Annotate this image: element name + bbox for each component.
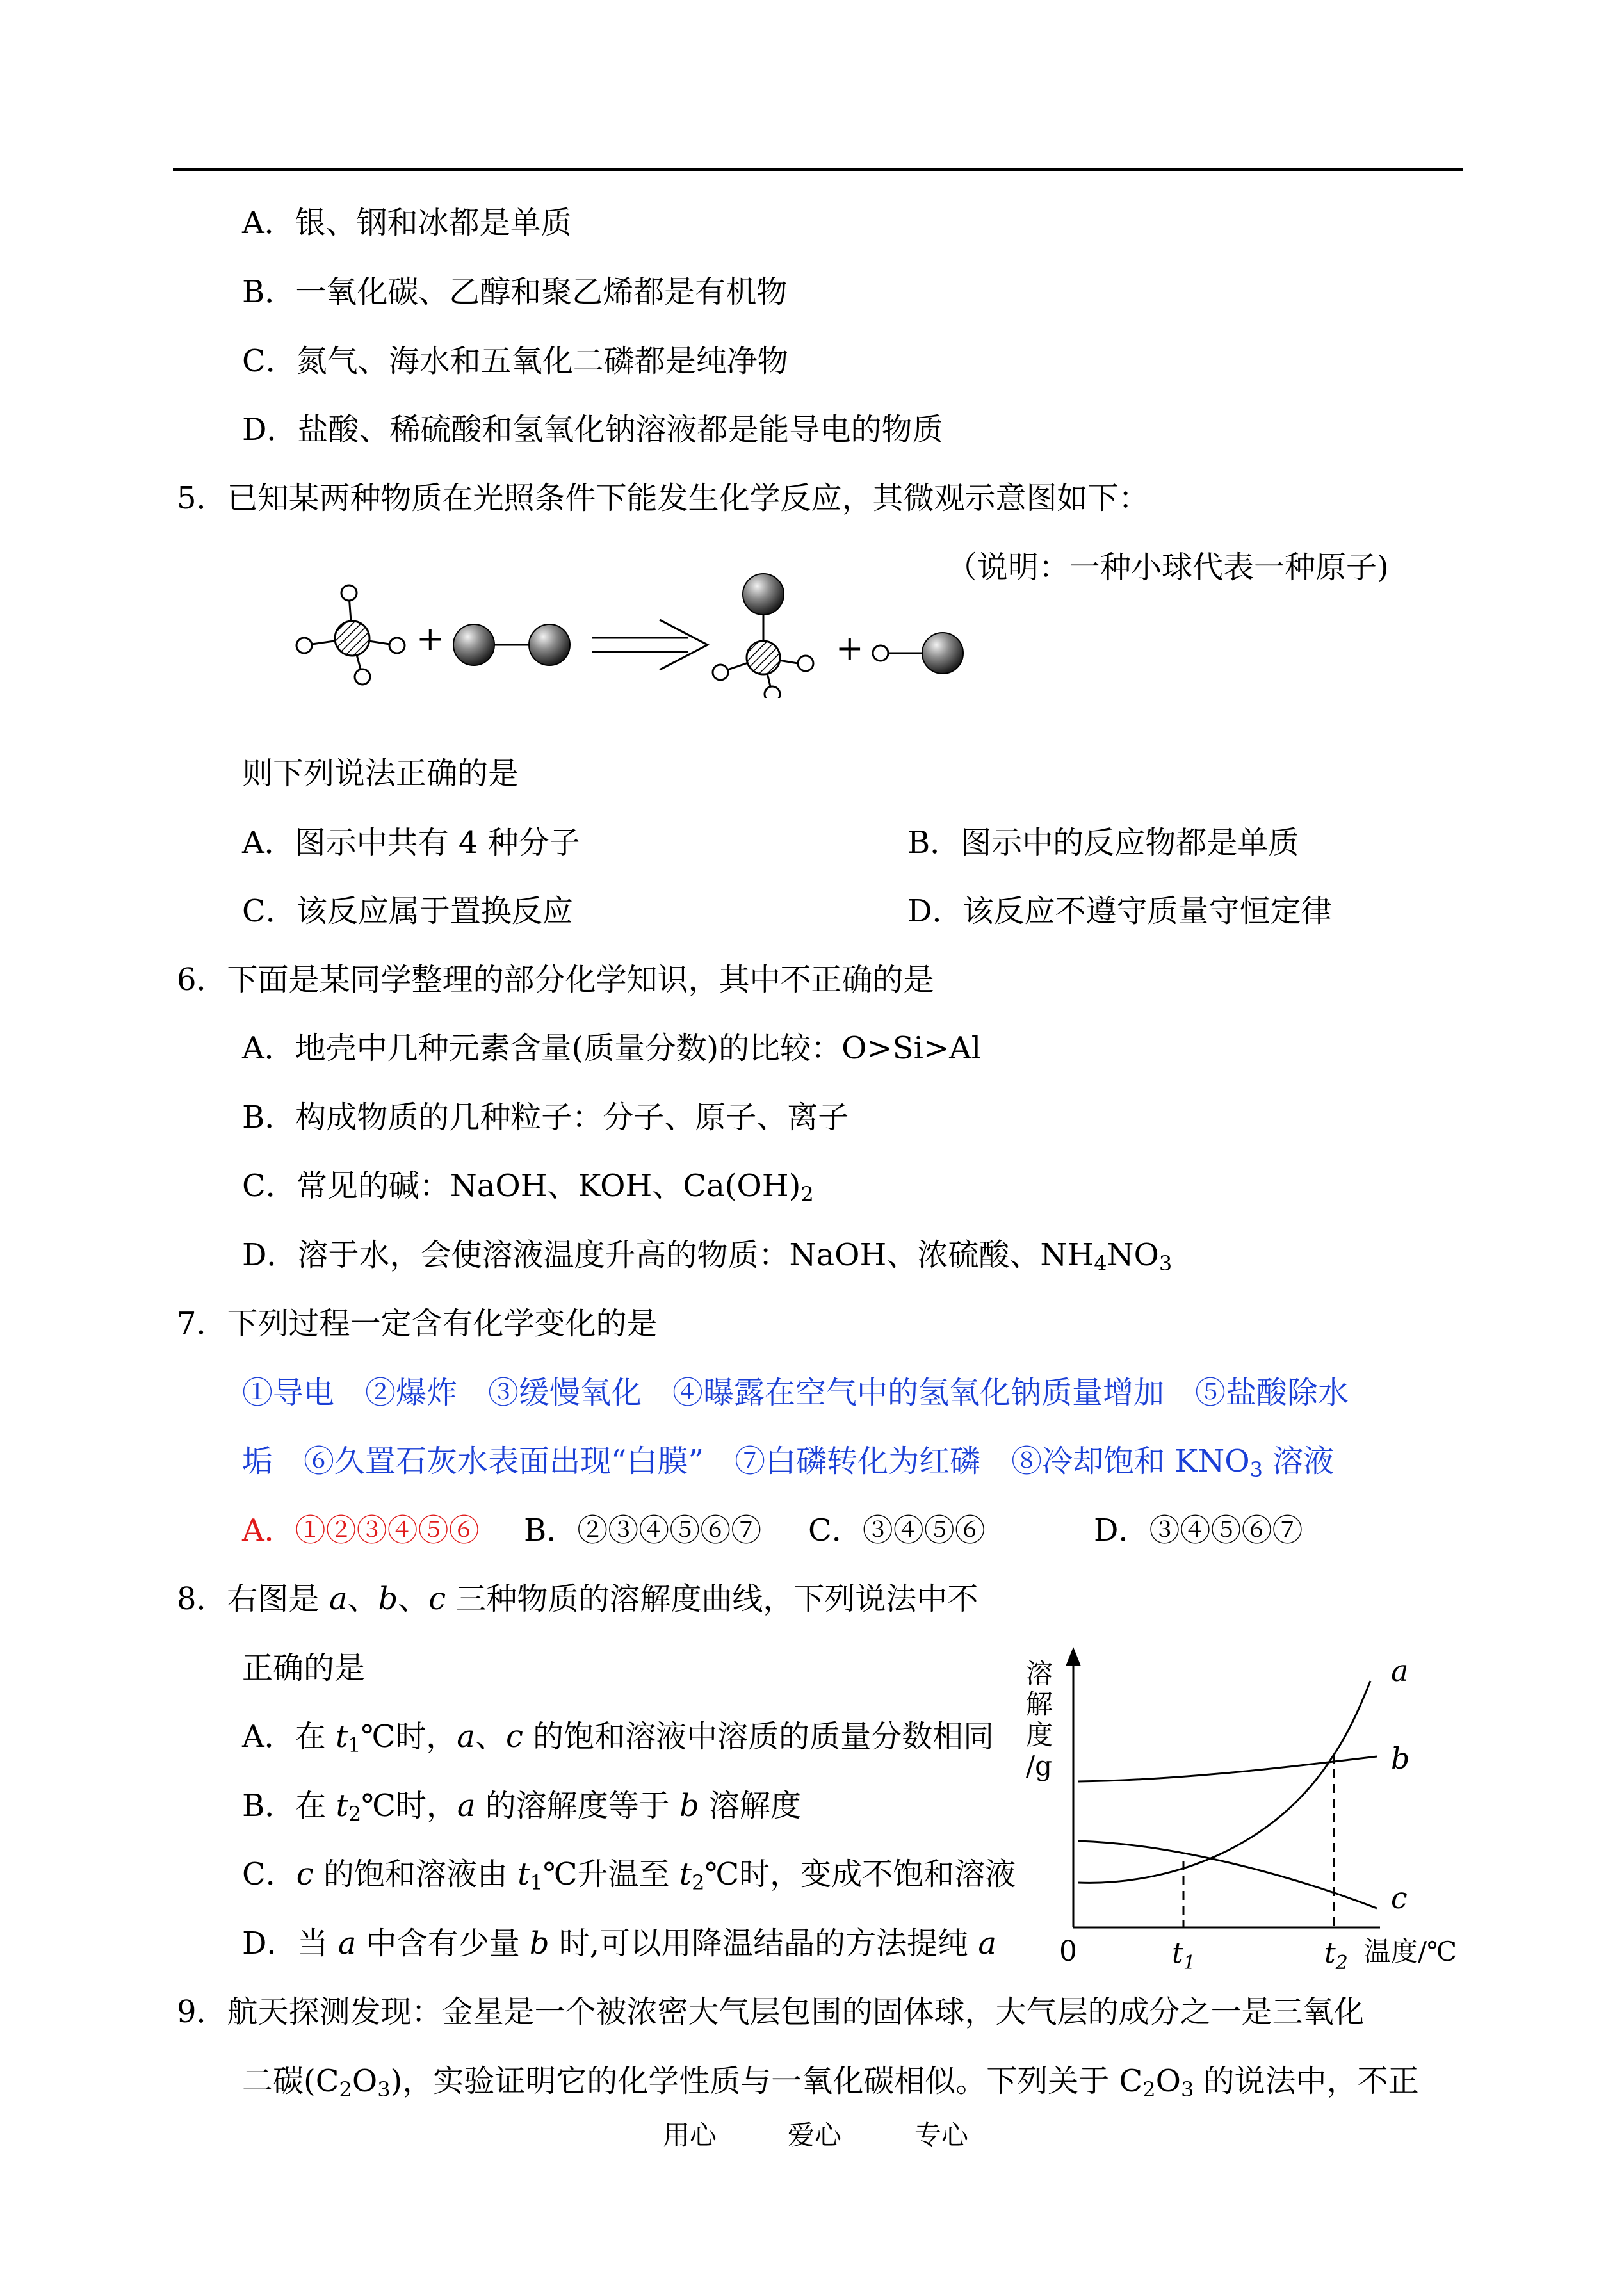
series-label-b: b [1391, 1741, 1410, 1776]
q4-option-b: B．一氧化碳、乙醇和聚乙烯都是有机物 [242, 274, 788, 310]
y-label-2: 解 [1026, 1689, 1053, 1720]
q7-option-d: D．③④⑤⑥⑦ [1094, 1512, 1303, 1548]
q4-option-a: A．银、钢和冰都是单质 [242, 205, 572, 241]
x-tick-t1: $t_1$ [1172, 1937, 1196, 1974]
q7-stem: 7．下列过程一定含有化学变化的是 [177, 1306, 658, 1342]
plus-sign-2: + [836, 629, 864, 668]
molecule-product-1 [713, 574, 813, 698]
series-label-a: a [1391, 1653, 1409, 1688]
header-rule [173, 168, 1463, 171]
q8-option-c: C．c 的饱和溶液由 $t_1℃$升温至 $t_2℃$时，变成不饱和溶液 [242, 1856, 1016, 1895]
curve-a [1078, 1681, 1370, 1883]
q8-option-b: B．在 $t_2℃$时，a 的溶解度等于 b 溶解度 [242, 1788, 802, 1826]
q4-option-d: D．盐酸、稀硫酸和氢氧化钠溶液都是能导电的物质 [242, 412, 943, 448]
q6-option-a: A．地壳中几种元素含量(质量分数)的比较：O>Si>Al [242, 1030, 982, 1066]
q5-option-a: A．图示中共有 4 种分子 [242, 825, 580, 861]
q9-line-2: 二碳$(C_2O_3)$，实验证明它的化学性质与一氧化碳相似。下列关于 $C_2O_3$ 的说法中，不正 [242, 2063, 1419, 2102]
series-label-c: c [1391, 1881, 1408, 1915]
q5-option-d: D．该反应不遵守质量守恒定律 [907, 893, 1332, 929]
q6-option-d: D．溶于水，会使溶液温度升高的物质：NaOH、浓硫酸、$NH_4NO_3$ [242, 1237, 1173, 1276]
q7-item-line-2: 垢 ⑥久置石灰水表面出现“白膜” ⑦白磷转化为红磷 ⑧冷却饱和 $KNO_3$ 溶液 [242, 1443, 1335, 1482]
curve-b [1078, 1756, 1377, 1781]
q9-line-1: 9．航天探测发现：金星是一个被浓密大气层包围的固体球，大气层的成分之一是三氧化 [177, 1994, 1365, 2030]
solubility-chart [1018, 1639, 1479, 1985]
reaction-arrow [592, 620, 708, 670]
y-label-1: 溶 [1026, 1658, 1053, 1689]
q4-option-c: C．氮气、海水和五氧化二磷都是纯净物 [242, 343, 788, 379]
q5-stem: 5．已知某两种物质在光照条件下能发生化学反应，其微观示意图如下： [177, 480, 1149, 516]
y-axis [1066, 1647, 1081, 1927]
molecule-reactant-2 [453, 624, 570, 665]
y-label-3: 度 [1026, 1719, 1053, 1751]
q8-stem-2: 正确的是 [242, 1650, 366, 1686]
x-tick-t2: $t_2$ [1324, 1937, 1348, 1974]
q5-note: （说明：一种小球代表一种原子) [946, 549, 1389, 585]
q8-option-d: D．当 a 中含有少量 b 时,可以用降温结晶的方法提纯 a [242, 1926, 997, 1961]
q7-option-a: A．①②③④⑤⑥ [242, 1512, 480, 1548]
q8-option-a: A．在 $t_1℃$时，a、c 的饱和溶液中溶质的质量分数相同 [242, 1719, 995, 1757]
q5-question: 则下列说法正确的是 [242, 756, 519, 791]
x-label: 温度/℃ [1364, 1936, 1458, 1967]
q8-stem: 8．右图是 a、b、c 三种物质的溶解度曲线，下列说法中不 [177, 1581, 978, 1617]
q6-option-b: B．构成物质的几种粒子：分子、原子、离子 [242, 1099, 849, 1135]
footer-word-1: 用心 [663, 2120, 717, 2151]
q5-option-b: B．图示中的反应物都是单质 [907, 825, 1299, 861]
molecule-product-2 [873, 633, 963, 674]
q6-stem: 6．下面是某同学整理的部分化学知识，其中不正确的是 [177, 962, 934, 998]
q7-item-line-1: ①导电 ②爆炸 ③缓慢氧化 ④曝露在空气中的氢氧化钠质量增加 ⑤盐酸除水 [242, 1375, 1349, 1411]
footer-word-3: 专心 [914, 2120, 969, 2151]
x-tick-0: 0 [1059, 1935, 1077, 1968]
plus-sign-1: + [416, 620, 444, 658]
footer-word-2: 爱心 [788, 2120, 842, 2151]
reaction-diagram [282, 564, 986, 698]
molecule-reactant-1 [296, 585, 405, 685]
y-label-4: /g [1026, 1750, 1053, 1781]
q6-option-c: C．常见的碱：NaOH、KOH、$Ca(OH)_2$ [242, 1168, 814, 1206]
q5-option-c: C．该反应属于置换反应 [242, 893, 573, 929]
q7-option-b: B．②③④⑤⑥⑦ [524, 1512, 762, 1548]
q7-option-c: C．③④⑤⑥ [808, 1512, 986, 1548]
